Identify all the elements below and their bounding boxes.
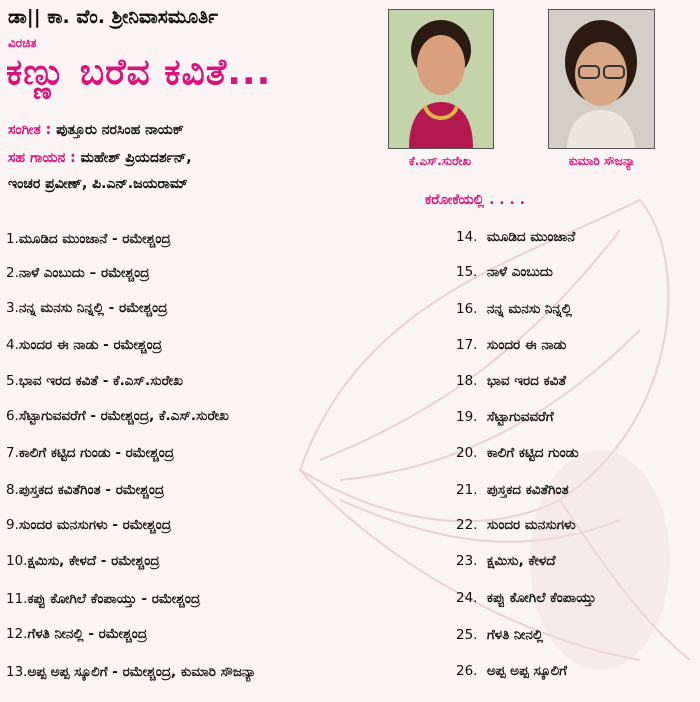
track-item: 21. ಪುಸ್ತಕದ ಕವಿತೆಗಿಂತ (456, 482, 569, 498)
music-value: ಪುತ್ತೂರು ನರಸಿಂಹ ನಾಯಕ್ (56, 122, 184, 138)
chorus-value-line2: ಇಂಚರ ಪ್ರವೀಣ್, ಪಿ.ಎನ್.ಜಯರಾಮ್ (8, 176, 188, 192)
track-item: 14. ಮೂಡಿದ ಮುಂಜಾನೆ (456, 229, 576, 245)
chorus-label: ಸಹ ಗಾಯನ : (8, 150, 76, 166)
track-item: 1.ಮೂಡಿದ ಮುಂಜಾನೆ - ರಮೇಶ್ಚಂದ್ರ (6, 231, 171, 247)
track-item: 16. ನನ್ನ ಮನಸು ನಿನ್ನಲ್ಲಿ (456, 301, 572, 317)
track-item: 11.ಕಪ್ಪು ಕೋಗಿಲೆ ಕೆಂಪಾಯ್ತು - ರಮೇಶ್ಚಂದ್ರ (6, 591, 201, 607)
track-item: 18. ಭಾವ ಇರದ ಕವಿತೆ (456, 373, 567, 389)
author-name: ಡಾ|| ಕಾ. ವೆಂ. ಶ್ರೀನಿವಾಸಮೂರ್ತಿ (8, 6, 218, 28)
photo-caption-surekha: ಕೆ.ಎಸ್.ಸುರೇಖ (408, 154, 472, 168)
track-item: 22. ಸುಂದರ ಮನಸುಗಳು (456, 517, 576, 533)
track-item: 23. ಕ್ಷಮಿಸು, ಕೇಳದೆ (456, 553, 556, 569)
virachita-label: ವಿರಚಿತ (8, 36, 37, 50)
track-item: 6.ಸೆಟ್ಟಾಗುವವರೆಗೆ - ರಮೇಶ್ಚಂದ್ರ, ಕೆ.ಎಸ್.ಸುರೇಖ (6, 408, 229, 424)
track-item: 15. ನಾಳೆ ಎಂಬುದು (456, 264, 553, 280)
credit-chorus (8, 150, 192, 166)
track-item: 9.ಸುಂದರ ಮನಸುಗಳು - ರಮೇಶ್ಚಂದ್ರ (6, 517, 172, 533)
music-label: ಸಂಗೀತ : (8, 122, 52, 138)
track-item: 8.ಪುಸ್ತಕದ ಕವಿತೆಗಿಂತ - ರಮೇಶ್ಚಂದ್ರ (6, 482, 165, 498)
track-item: 3.ನನ್ನ ಮನಸು ನಿನ್ನಲ್ಲಿ - ರಮೇಶ್ಚಂದ್ರ (6, 300, 168, 316)
track-item: 17. ಸುಂದರ ಈ ನಾಡು (456, 337, 567, 353)
karaoke-heading: ಕರೋಕೆಯಲ್ಲಿ . . . . (425, 192, 525, 208)
track-item: 7.ಕಾಲಿಗೆ ಕಟ್ಟಿದ ಗುಂಡು - ರಮೇಶ್ಚಂದ್ರ (6, 445, 175, 461)
singer-photo-soujanya (548, 9, 655, 149)
track-item: 12.ಗೆಳತಿ ನೀನಲ್ಲಿ - ರಮೇಶ್ಚಂದ್ರ (6, 626, 148, 642)
track-item: 2.ನಾಳೆ ಎಂಬುದು – ರಮೇಶ್ಚಂದ್ರ (6, 265, 150, 281)
track-item: 25. ಗೆಳತಿ ನೀನಲ್ಲಿ (456, 627, 544, 643)
singer-photo-surekha (388, 9, 494, 149)
track-item: 24. ಕಪ್ಪು ಕೋಗಿಲೆ ಕೆಂಪಾಯ್ತು (456, 590, 597, 606)
credit-music (8, 122, 184, 138)
album-title: ಕಣ್ಣು ಬರೆವ ಕವಿತೆ... (6, 52, 272, 93)
track-item: 13.ಅಪ್ಪ ಅಪ್ಪ ಸ್ಕೂಲಿಗೆ - ರಮೇಶ್ಚಂದ್ರ, ಕುಮಾರಿ ಸೌಜನ್ಯಾ (6, 664, 257, 680)
photo-caption-soujanya: ಕುಮಾರಿ ಸೌಜನ್ಯಾ (568, 154, 636, 168)
track-item: 19. ಸೆಟ್ಟಾಗುವವರೆಗೆ (456, 409, 554, 425)
track-item: 4.ಸುಂದರ ಈ ನಾಡು - ರಮೇಶ್ಚಂದ್ರ (6, 337, 162, 353)
chorus-value-line1: ಮಹೇಶ್ ಪ್ರಿಯದರ್ಶನ್, (80, 150, 192, 166)
track-item: 26. ಅಪ್ಪ ಅಪ್ಪ ಸ್ಕೂಲಿಗೆ (456, 663, 567, 679)
track-item: 5.ಭಾವ ಇರದ ಕವಿತೆ - ಕೆ.ಎಸ್.ಸುರೇಖ (6, 373, 184, 389)
track-item: 20. ಕಾಲಿಗೆ ಕಟ್ಟಿದ ಗುಂಡು (456, 445, 579, 461)
track-item: 10.ಕ್ಷಮಿಸು, ಕೇಳದೆ - ರಮೇಶ್ಚಂದ್ರ (6, 553, 160, 569)
